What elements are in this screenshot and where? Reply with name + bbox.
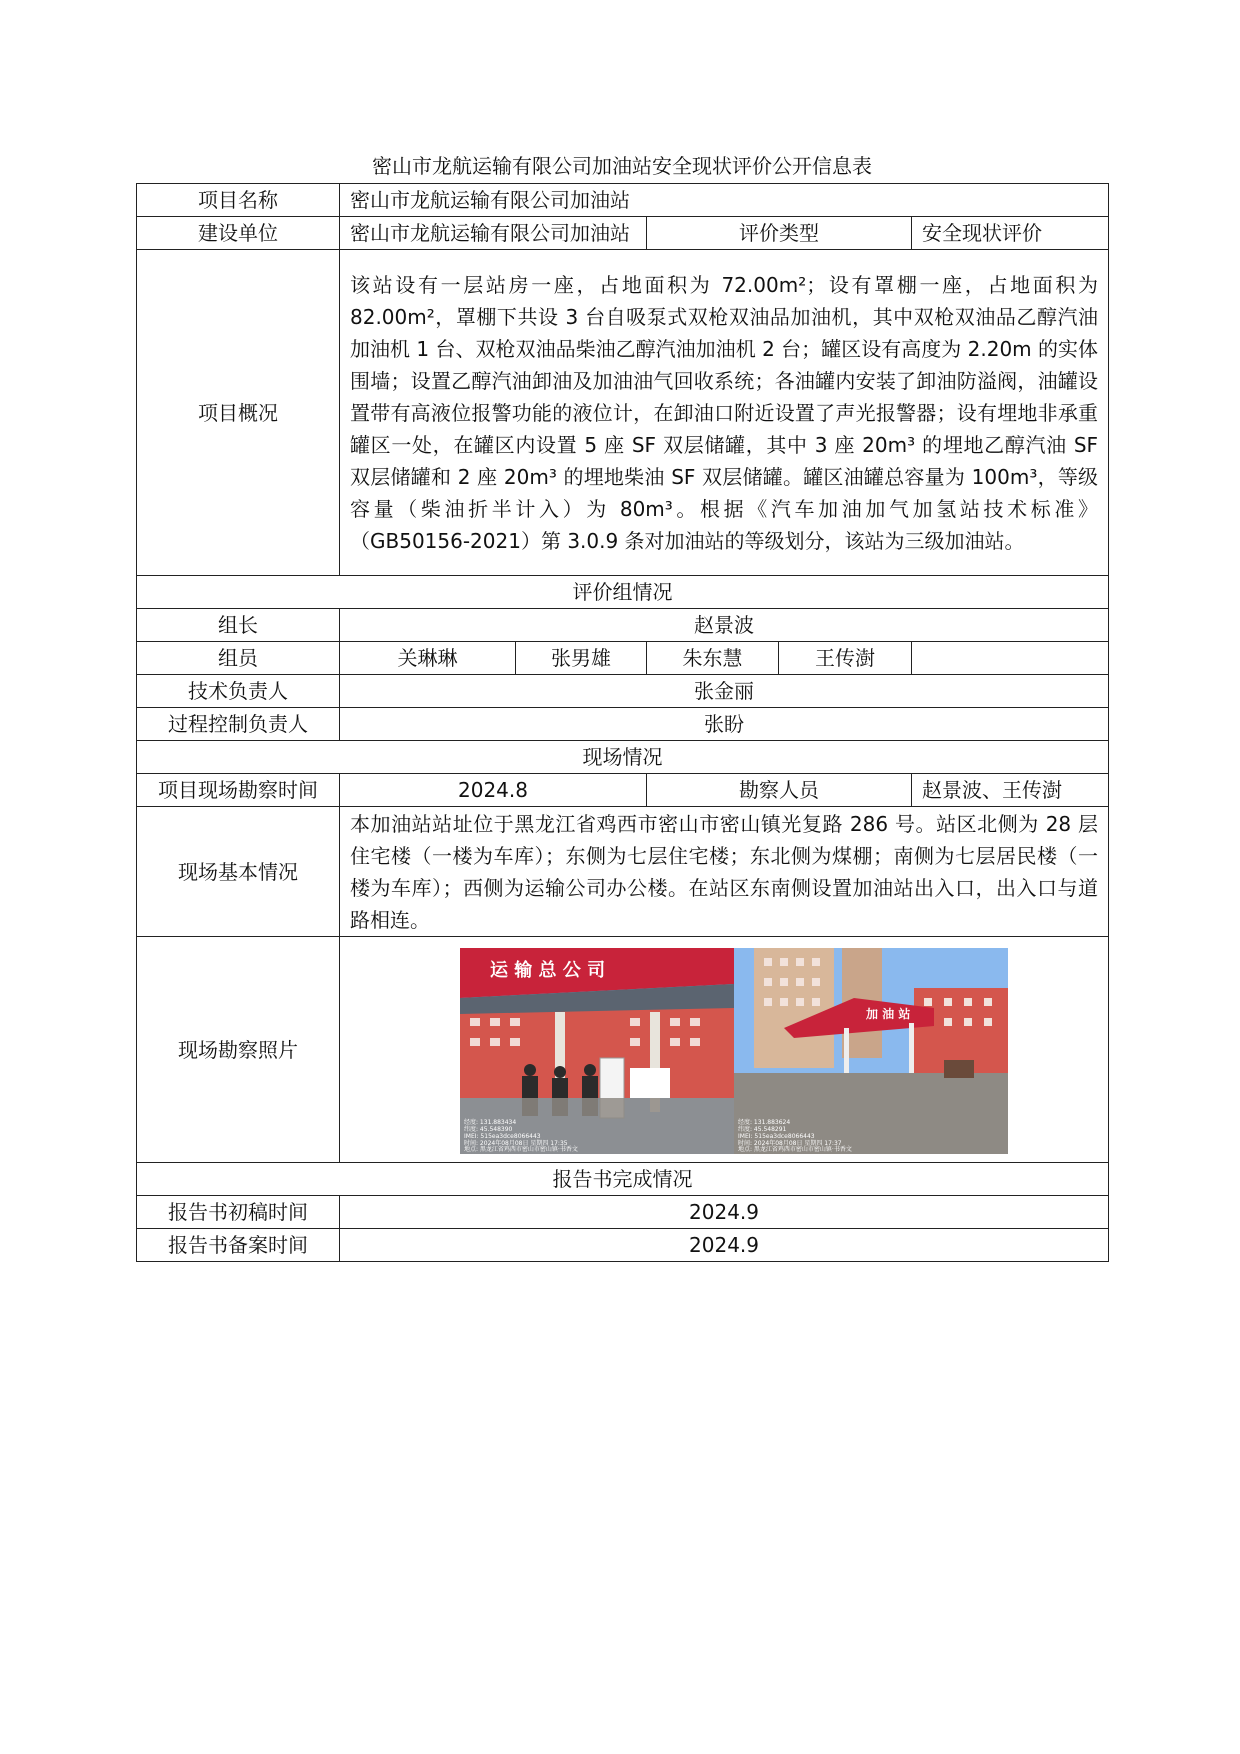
- info-table: [136, 183, 1109, 1262]
- survey-time-label: 项目现场勘察时间: [137, 774, 340, 807]
- svg-text:IMEI: 515ea3dce8066443: IMEI: 515ea3dce8066443: [464, 1132, 541, 1140]
- row-survey-time: [137, 774, 1109, 807]
- site-basic-label: 现场基本情况: [137, 807, 340, 937]
- row-overview: [137, 250, 1109, 576]
- row-draft: [137, 1196, 1109, 1229]
- member-1: 关琳琳: [340, 642, 516, 675]
- row-builder: [137, 217, 1109, 250]
- photo-right: [734, 948, 1008, 1154]
- leader-label: 组长: [137, 609, 340, 642]
- photo-right-sign: 加 油 站: [866, 1006, 911, 1021]
- svg-text:纬度: 45.548291: 纬度: 45.548291: [738, 1125, 787, 1133]
- survey-time-value: 2024.8: [340, 774, 647, 807]
- tech-label: 技术负责人: [137, 675, 340, 708]
- draft-value: 2024.9: [340, 1196, 1109, 1229]
- row-filing: [137, 1229, 1109, 1262]
- svg-text:IMEI: 515ea3dce8066443: IMEI: 515ea3dce8066443: [738, 1132, 815, 1140]
- row-site-photo: [137, 937, 1109, 1163]
- filing-value: 2024.9: [340, 1229, 1109, 1262]
- draft-label: 报告书初稿时间: [137, 1196, 340, 1229]
- tech-value: 张金丽: [340, 675, 1109, 708]
- member-4: 王传澍: [779, 642, 912, 675]
- site-photo: [460, 948, 1008, 1154]
- svg-text:经度: 131.883434: 经度: 131.883434: [464, 1118, 517, 1126]
- site-section-title: 现场情况: [137, 741, 1109, 774]
- svg-text:经度: 131.883624: 经度: 131.883624: [738, 1118, 791, 1126]
- project-name-value: 密山市龙航运输有限公司加油站: [340, 184, 1109, 217]
- process-label: 过程控制负责人: [137, 708, 340, 741]
- project-name-label: 项目名称: [137, 184, 340, 217]
- member-2: 张男雄: [516, 642, 647, 675]
- page-title: 密山市龙航运输有限公司加油站安全现状评价公开信息表: [372, 154, 872, 178]
- builder-label: 建设单位: [137, 217, 340, 250]
- row-members: [137, 642, 1109, 675]
- svg-text:地点: 黑龙江省鸡西市密山市密山镇·书香文: 地点: 黑龙江省鸡西市密山市密山镇·书香文: [464, 1145, 578, 1153]
- members-label: 组员: [137, 642, 340, 675]
- svg-text:时间: 2024年08月08日 星期四 17:37: 时间: 2024年08月08日 星期四 17:37: [738, 1139, 842, 1147]
- team-section-title: 评价组情况: [137, 576, 1109, 609]
- row-team-section: [137, 576, 1109, 609]
- site-photo-cell: [340, 937, 1109, 1163]
- row-process: [137, 708, 1109, 741]
- photo-left-sign: 运 输 总 公 司: [490, 959, 606, 981]
- row-site-basic: [137, 807, 1109, 937]
- leader-value: 赵景波: [340, 609, 1109, 642]
- svg-text:纬度: 45.548390: 纬度: 45.548390: [464, 1125, 513, 1133]
- surveyors-label: 勘察人员: [647, 774, 912, 807]
- svg-text:地点: 黑龙江省鸡西市密山市密山镇·书香文: 地点: 黑龙江省鸡西市密山市密山镇·书香文: [738, 1145, 852, 1153]
- report-section-title: 报告书完成情况: [137, 1163, 1109, 1196]
- site-photo-label: 现场勘察照片: [137, 937, 340, 1163]
- filing-label: 报告书备案时间: [137, 1229, 340, 1262]
- row-leader: [137, 609, 1109, 642]
- svg-text:时间: 2024年08月08日 星期四 17:35: 时间: 2024年08月08日 星期四 17:35: [464, 1139, 568, 1147]
- row-tech: [137, 675, 1109, 708]
- row-report-section: [137, 1163, 1109, 1196]
- overview-label: 项目概况: [137, 250, 340, 576]
- builder-value: 密山市龙航运输有限公司加油站: [340, 217, 647, 250]
- overview-text: 该站设有一层站房一座，占地面积为 72.00m²；设有罩棚一座，占地面积为 82.00m²，罩棚下共设 3 台自吸泵式双枪双油品加油机，其中双枪双油品乙醇汽油加油机 1 台、双枪双油品柴油乙醇汽油加油机 2 台；罐区设有高度为 2.20m 的实体围墙；设置乙醇汽油卸油及加油油气回收系统；各油罐内安装了卸油防溢阀，油罐设置带有高液位报警功能的液位计，在卸油口附近设置了声光报警器；设有埋地非承重罐区一处，在罐区内设置 5 座 SF 双层储罐，其中 3 座 20m³ 的埋地乙醇汽油 SF 双层储罐和 2 座 20m³ 的埋地柴油 SF 双层储罐。罐区油罐总容量为 100m³，等级容量（柴油折半计入）为 80m³。根据《汽车加油加气加氢站技术标准》（GB50156-2021）第 3.0.9 条对加油站的等级划分，该站为三级加油站。: [340, 250, 1109, 576]
- site-basic-text: 本加油站站址位于黑龙江省鸡西市密山市密山镇光复路 286 号。站区北侧为 28 层住宅楼（一楼为车库）；东侧为七层住宅楼；东北侧为煤棚；南侧为七层居民楼（一楼为车库）；西侧为运输公司办公楼。在站区东南侧设置加油站出入口，出入口与道路相连。: [340, 807, 1109, 937]
- eval-type-label: 评价类型: [647, 217, 912, 250]
- row-site-section: [137, 741, 1109, 774]
- eval-type-value: 安全现状评价: [912, 217, 1109, 250]
- member-3: 朱东慧: [647, 642, 779, 675]
- surveyors-value: 赵景波、王传澍: [912, 774, 1109, 807]
- process-value: 张盼: [340, 708, 1109, 741]
- member-5: [912, 642, 1109, 675]
- row-project-name: [137, 184, 1109, 217]
- photo-left: [460, 948, 734, 1154]
